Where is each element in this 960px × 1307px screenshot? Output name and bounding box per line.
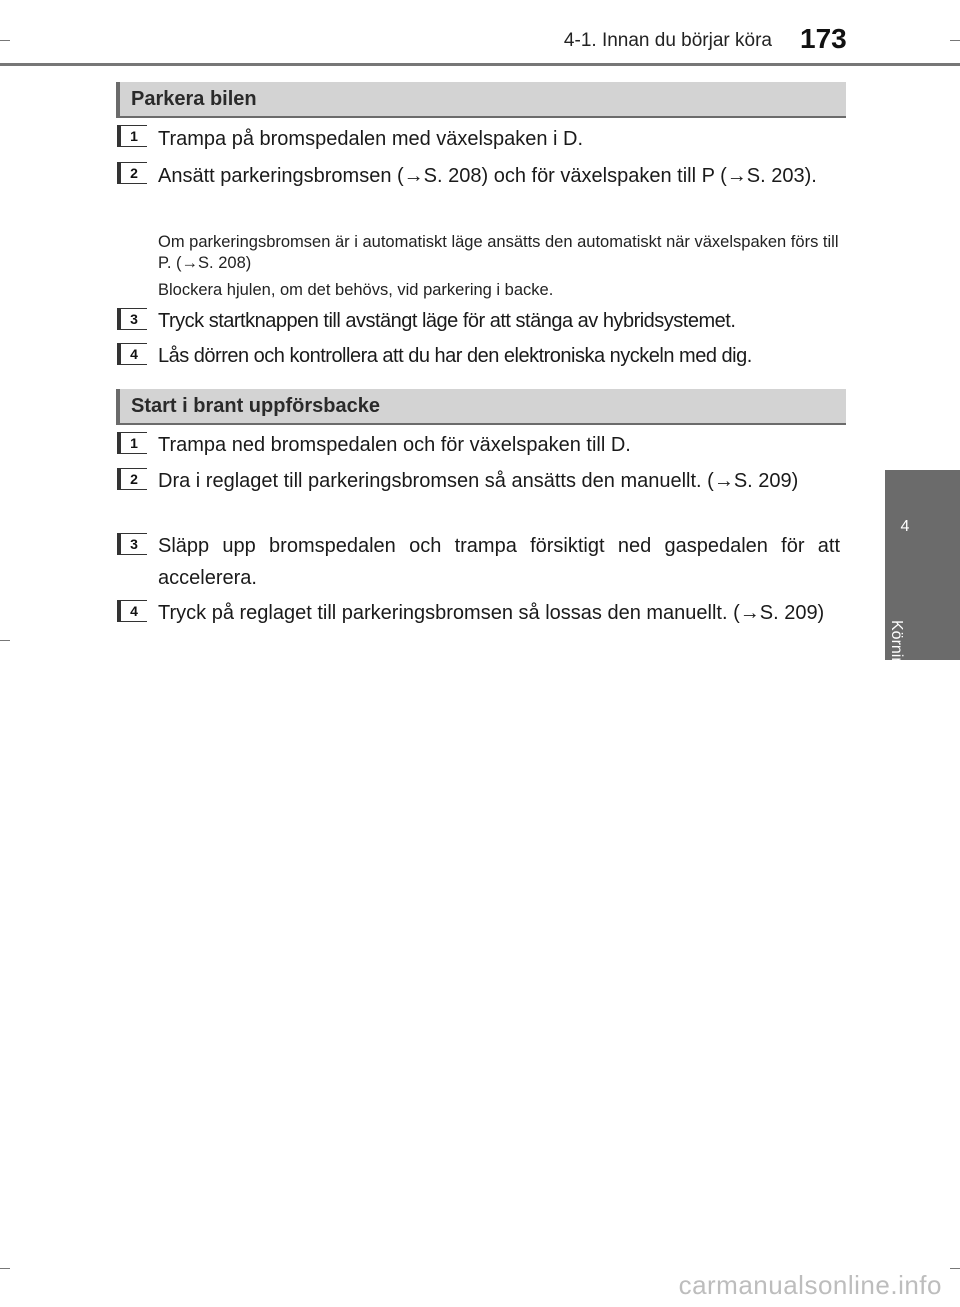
note-text: Om parkeringsbromsen är i automatiskt läge ansätts den automatiskt när växelspaken förs till P. (→S. 208) (158, 233, 839, 272)
note-text: Blockera hjulen, om det behövs, vid parkering i backe. (158, 281, 554, 299)
section-title: Parkera bilen (131, 88, 257, 110)
step-text: Dra i reglaget till parkeringsbromsen så ansätts den manuellt. (→S. 209) (158, 470, 799, 492)
header-rule (0, 63, 960, 66)
step-text: Trampa på bromspedalen med växelspaken i D. (158, 128, 584, 150)
crop-mark (0, 40, 10, 41)
crop-mark (0, 1268, 10, 1269)
section-title: Start i brant uppförsbacke (131, 395, 380, 417)
crop-mark (950, 1268, 960, 1269)
chapter-number: 4 (900, 518, 910, 535)
crop-mark (0, 640, 10, 641)
step-text: Lås dörren och kontrollera att du har den elektroniska nyckeln med dig. (158, 345, 752, 367)
step-text: Tryck startknappen till avstängt läge för att stänga av hybridsystemet. (158, 310, 736, 332)
step-number-badge: 3 (117, 308, 147, 330)
step-text: Ansätt parkeringsbromsen (→S. 208) och för växelspaken till P (→S. 203). (158, 165, 817, 187)
step-number-badge: 4 (117, 600, 147, 622)
step-text: Släpp upp bromspedalen och trampa försiktigt ned gaspedalen för att accelerera. (158, 535, 840, 589)
chapter-label: Körning (888, 620, 905, 676)
step-number-badge: 2 (117, 162, 147, 184)
step-number-badge: 1 (117, 432, 147, 454)
step-text: Tryck på reglaget till parkeringsbromsen så lossas den manuellt. (→S. 209) (158, 602, 825, 624)
step-text: Trampa ned bromspedalen och för växelspaken till D. (158, 434, 631, 456)
step-number-badge: 3 (117, 533, 147, 555)
section-header (116, 82, 846, 118)
watermark: carmanualsonline.info (678, 1270, 942, 1300)
step-number-badge: 4 (117, 343, 147, 365)
section-header (116, 389, 846, 425)
step-number-badge: 1 (117, 125, 147, 147)
page-number: 173 (800, 23, 847, 54)
chapter-tab (885, 470, 960, 676)
crop-mark (950, 40, 960, 41)
step-number-badge: 2 (117, 468, 147, 490)
header-section-title: 4-1. Innan du börjar köra (563, 30, 772, 51)
